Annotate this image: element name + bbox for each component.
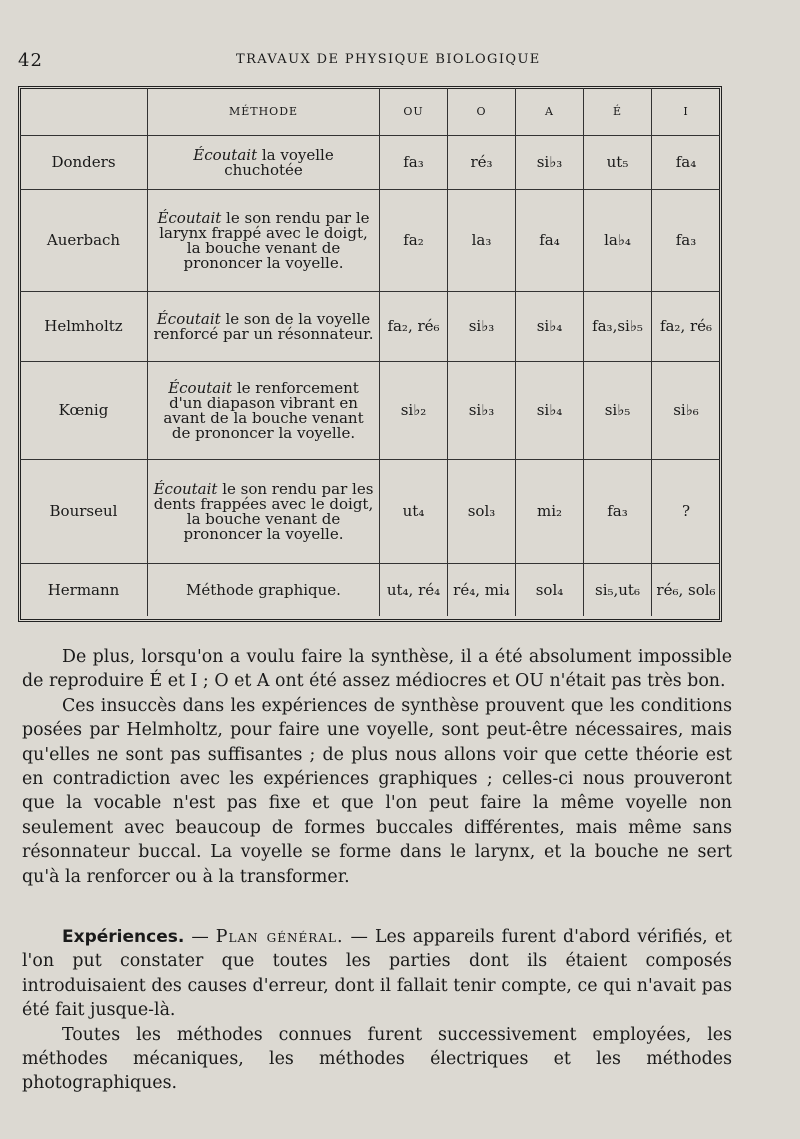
pitch-a: sol₄: [516, 564, 584, 616]
section-subtitle: Plan général.: [215, 927, 344, 947]
pitch-ou: fa₂, ré₆: [380, 292, 448, 362]
header-e: É: [584, 88, 652, 136]
pitch-ou: fa₂: [380, 190, 448, 292]
method-cell: [148, 292, 380, 362]
header-o: O: [448, 88, 516, 136]
author-cell: Helmholtz: [20, 292, 148, 362]
pitch-ou: ut₄: [380, 460, 448, 564]
pitch-i: ?: [652, 460, 720, 564]
table-row: [20, 292, 720, 362]
table-row: [20, 190, 720, 292]
pitch-i: fa₃: [652, 190, 720, 292]
method-cell: [148, 460, 380, 564]
method-text: le renforcement d'un diapason vibrant en avant de la bouche venant de prononcer la voyelle.: [163, 378, 364, 442]
pitch-a: fa₄: [516, 190, 584, 292]
author-cell: Kœnig: [20, 362, 148, 460]
pitch-i: fa₂, ré₆: [652, 292, 720, 362]
pitch-ou: ut₄, ré₄: [380, 564, 448, 616]
header-a: A: [516, 88, 584, 136]
page-number: 42: [18, 50, 43, 71]
pitch-ou: fa₃: [380, 136, 448, 190]
method-emphasis: Écoutait: [153, 479, 218, 498]
pitch-e: si♭₅: [584, 362, 652, 460]
author-cell: Hermann: [20, 564, 148, 616]
header-i: I: [652, 88, 720, 136]
table-row: [20, 564, 720, 616]
method-emphasis: Écoutait: [156, 309, 221, 328]
section-title: Expériences.: [62, 927, 185, 947]
method-cell: [148, 564, 380, 616]
method-text: le son rendu par le larynx frappé avec le doigt, la bouche venant de prononcer la voyelle.: [159, 208, 370, 272]
author-cell: Auerbach: [20, 190, 148, 292]
method-text: la voyelle chuchotée: [224, 145, 334, 179]
pitch-e: fa₃: [584, 460, 652, 564]
paragraph: Toutes les méthodes connues furent successivement employées, les méthodes mécaniques, les méthodes électriques et les méthodes photographiques.: [22, 1024, 732, 1094]
pitch-o: sol₃: [448, 460, 516, 564]
method-emphasis: Écoutait: [157, 208, 222, 227]
pitch-e: fa₃,si♭₅: [584, 292, 652, 362]
header-author: [20, 88, 148, 136]
dash: —: [343, 927, 375, 947]
body-text: [22, 645, 732, 889]
author-cell: Bourseul: [20, 460, 148, 564]
table-row: [20, 136, 720, 190]
pitch-o: si♭₃: [448, 362, 516, 460]
pitch-o: ré₄, mi₄: [448, 564, 516, 616]
table-header-row: [20, 88, 720, 136]
pitch-e: la♭₄: [584, 190, 652, 292]
dash: —: [184, 927, 216, 947]
method-text: Méthode graphique.: [186, 580, 341, 599]
running-head: TRAVAUX DE PHYSIQUE BIOLOGIQUE: [236, 52, 541, 67]
table-row: [20, 460, 720, 564]
table-row: [20, 362, 720, 460]
header-method: MÉTHODE: [148, 88, 380, 136]
author-cell: Donders: [20, 136, 148, 190]
paragraph-text: Les appareils furent d'abord vérifiés, et l'on put constater que toutes les parties dont ils étaient composés introduisaient des causes d'erreur, dont il fallait tenir compte, ce qui n'avait pas été fait jusque-là.: [22, 927, 732, 1021]
vowel-pitch-table: [20, 88, 720, 616]
paragraph: De plus, lorsqu'on a voulu faire la synthèse, il a été absolument impossible de reproduire É et I ; O et A ont été assez médiocres et OU n'était pas très bon.: [22, 647, 732, 692]
paragraph: Ces insuccès dans les expériences de synthèse prouvent que les conditions posées par Helmholtz, pour faire une voyelle, sont peut-être nécessaires, mais qu'elles ne sont pas suffisantes ; de plus nous allons voir que cette théorie est en contradiction avec les expériences graphiques ; celles-ci nous prouveront que la vocable n'est pas fixe et que l'on peut faire la même voyelle non seulement avec beaucoup de formes buccales différentes, mais même sans résonnateur buccal. La voyelle se forme dans le larynx, et la bouche ne sert qu'à la renforcer ou à la transformer.: [22, 695, 732, 887]
experiences-section: [22, 925, 732, 1096]
pitch-ou: si♭₂: [380, 362, 448, 460]
pitch-e: si₅,ut₆: [584, 564, 652, 616]
pitch-a: si♭₄: [516, 362, 584, 460]
pitch-o: ré₃: [448, 136, 516, 190]
pitch-i: ré₆, sol₆: [656, 580, 716, 599]
pitch-i: fa₄: [652, 136, 720, 190]
method-emphasis: Écoutait: [193, 145, 258, 164]
pitch-a: mi₂: [516, 460, 584, 564]
pitch-o: si♭₃: [448, 292, 516, 362]
method-cell: [148, 136, 380, 190]
page-header: [0, 48, 800, 72]
pitch-o: la₃: [448, 190, 516, 292]
pitch-e: ut₅: [584, 136, 652, 190]
pitch-a: si♭₃: [516, 136, 584, 190]
method-cell: [148, 190, 380, 292]
method-cell: [148, 362, 380, 460]
pitch-i: si♭₆: [652, 362, 720, 460]
header-ou: OU: [380, 88, 448, 136]
method-text: le son rendu par les dents frappées avec le doigt, la bouche venant de prononcer la voyelle.: [153, 479, 374, 543]
pitch-a: si♭₄: [516, 292, 584, 362]
method-text: le son de la voyelle renforcé par un résonnateur.: [153, 309, 374, 343]
paragraph: [22, 925, 732, 1023]
method-emphasis: Écoutait: [168, 378, 233, 397]
